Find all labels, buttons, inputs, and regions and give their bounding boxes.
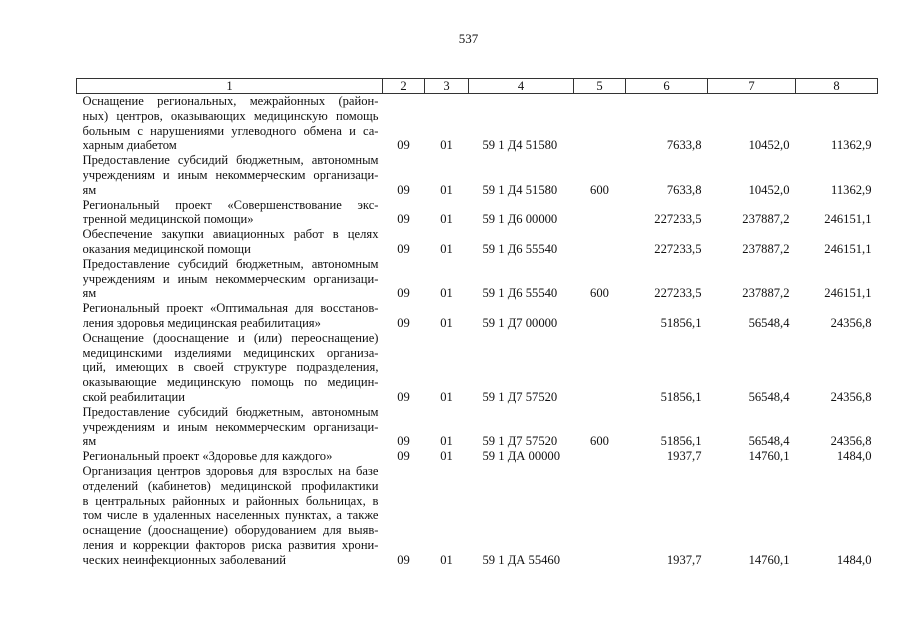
subsection-code: 01 [440, 449, 453, 464]
description-line: в центральных районных и районных больницах, в [82, 493, 379, 508]
header-col-3: 3 [425, 79, 469, 94]
section-code: 09 [397, 449, 410, 464]
header-col-6: 6 [626, 79, 708, 94]
expense-type-code [574, 227, 626, 257]
description-line: ям [82, 182, 97, 197]
amount-col-7: 56548,4 [748, 434, 790, 449]
subsection-code: 01 [440, 389, 453, 404]
amount-col-7: 237887,2 [742, 286, 790, 301]
expense-type-code [574, 94, 626, 154]
header-col-8: 8 [796, 79, 878, 94]
target-item-code: 59 1 ДА 00000 [482, 449, 561, 464]
amount-col-6: 51856,1 [660, 315, 702, 330]
budget-table [76, 78, 878, 568]
description-line: Региональный проект «Совершенствование экс- [82, 197, 379, 212]
amount-col-6: 7633,8 [666, 182, 702, 197]
amount-col-7: 237887,2 [742, 241, 790, 256]
subsection-code: 01 [440, 315, 453, 330]
amount-col-7: 14760,1 [748, 552, 790, 567]
row-description [77, 227, 383, 257]
target-item-code: 59 1 Д6 55540 [482, 286, 558, 301]
table-body [77, 94, 878, 568]
target-item-code: 59 1 ДА 55460 [482, 552, 561, 567]
column-number-header [77, 79, 878, 94]
amount-col-8: 1484,0 [836, 552, 872, 567]
subsection-code: 01 [440, 434, 453, 449]
description-line: Предоставление субсидий бюджетным, автономным [82, 256, 379, 271]
target-item-code: 59 1 Д6 00000 [482, 212, 558, 227]
amount-col-8: 1484,0 [836, 449, 872, 464]
expense-type-code: 600 [590, 434, 609, 449]
description-line: Предоставление субсидий бюджетным, автономным [82, 404, 379, 419]
description-line: ям [82, 434, 97, 449]
subsection-code: 01 [440, 241, 453, 256]
description-line: ных) центров, оказывающих медицинскую помощь [82, 108, 379, 123]
subsection-code: 01 [440, 286, 453, 301]
target-item-code: 59 1 Д7 00000 [482, 315, 558, 330]
row-description [77, 94, 383, 154]
description-line: Предоставление субсидий бюджетным, автономным [82, 153, 379, 168]
amount-col-7: 56548,4 [748, 315, 790, 330]
description-line: оказания медицинской помощи [82, 241, 251, 256]
header-col-2: 2 [383, 79, 425, 94]
description-line: больным с нарушениями углеводного обмена и са- [82, 123, 379, 138]
table-row [77, 198, 878, 228]
section-code: 09 [397, 241, 410, 256]
section-code: 09 [397, 138, 410, 153]
amount-col-8: 24356,8 [830, 434, 872, 449]
amount-col-7: 56548,4 [748, 389, 790, 404]
section-code: 09 [397, 315, 410, 330]
row-description [77, 257, 383, 301]
subsection-code: 01 [440, 552, 453, 567]
description-line: учреждениям и иным некоммерческим организаци- [82, 271, 379, 286]
description-line: учреждениям и иным некоммерческим организаци- [82, 419, 379, 434]
description-line: тренной медицинской помощи» [82, 212, 254, 227]
description-line: том числе в удаленных населенных пунктах, а также [82, 508, 379, 523]
amount-col-8: 24356,8 [830, 389, 872, 404]
amount-col-8: 246151,1 [824, 212, 872, 227]
description-line: ления и коррекции факторов риска развития хрони- [82, 537, 379, 552]
row-description [77, 301, 383, 331]
amount-col-6: 227233,5 [654, 212, 702, 227]
description-line: учреждениям и иным некоммерческим организаци- [82, 167, 379, 182]
amount-col-8: 246151,1 [824, 241, 872, 256]
header-col-7: 7 [708, 79, 796, 94]
table-row [77, 227, 878, 257]
description-line: ций, имеющих в своей структуре подразделения, [82, 360, 379, 375]
row-description [77, 153, 383, 197]
amount-col-6: 1937,7 [666, 449, 702, 464]
description-line: Организация центров здоровья для взрослых на базе [82, 463, 379, 478]
description-line: ления здоровья медицинская реабилитация» [82, 315, 321, 330]
amount-col-8: 24356,8 [830, 315, 872, 330]
description-line: Оснащение региональных, межрайонных (район- [82, 94, 379, 108]
description-line: отделений (кабинетов) медицинской профилактики [82, 478, 379, 493]
amount-col-6: 51856,1 [660, 389, 702, 404]
table-row [77, 464, 878, 568]
row-description [77, 331, 383, 405]
expense-type-code [574, 331, 626, 405]
description-line: харным диабетом [82, 138, 177, 153]
expense-type-code [574, 301, 626, 331]
header-col-1: 1 [77, 79, 383, 94]
expense-type-code [574, 464, 626, 568]
amount-col-7: 10452,0 [748, 182, 790, 197]
section-code: 09 [397, 389, 410, 404]
target-item-code: 59 1 Д4 51580 [482, 138, 558, 153]
description-line: Региональный проект «Оптимальная для восстанов- [82, 301, 379, 316]
description-line: Обеспечение закупки авиационных работ в целях [82, 227, 379, 242]
expense-type-code [574, 449, 626, 464]
row-description [77, 405, 383, 449]
description-line: ческих неинфекционных заболеваний [82, 552, 287, 567]
target-item-code: 59 1 Д7 57520 [482, 389, 558, 404]
description-line: оснащение (дооснащение) оборудованием для выяв- [82, 523, 379, 538]
row-description [77, 449, 383, 464]
section-code: 09 [397, 182, 410, 197]
table-row [77, 153, 878, 197]
amount-col-6: 227233,5 [654, 286, 702, 301]
row-description [77, 198, 383, 228]
section-code: 09 [397, 434, 410, 449]
amount-col-6: 7633,8 [666, 138, 702, 153]
target-item-code: 59 1 Д7 57520 [482, 434, 558, 449]
section-code: 09 [397, 212, 410, 227]
row-description [77, 464, 383, 568]
amount-col-8: 246151,1 [824, 286, 872, 301]
table-row [77, 94, 878, 154]
table-row [77, 331, 878, 405]
section-code: 09 [397, 286, 410, 301]
description-line: Оснащение (дооснащение и (или) переоснащение) [82, 330, 379, 345]
section-code: 09 [397, 552, 410, 567]
header-col-4: 4 [469, 79, 574, 94]
table-row [77, 449, 878, 464]
description-line: Региональный проект «Здоровье для каждого» [82, 449, 333, 464]
table-row [77, 301, 878, 331]
subsection-code: 01 [440, 212, 453, 227]
amount-col-6: 227233,5 [654, 241, 702, 256]
expense-type-code: 600 [590, 286, 609, 301]
amount-col-7: 10452,0 [748, 138, 790, 153]
table-row [77, 405, 878, 449]
amount-col-6: 51856,1 [660, 434, 702, 449]
description-line: медицинскими изделиями медицинских организа- [82, 345, 379, 360]
expense-type-code [574, 198, 626, 228]
expense-type-code: 600 [590, 182, 609, 197]
page-number: 537 [458, 31, 479, 46]
subsection-code: 01 [440, 182, 453, 197]
target-item-code: 59 1 Д4 51580 [482, 182, 558, 197]
amount-col-8: 11362,9 [831, 182, 872, 197]
table-row [77, 257, 878, 301]
target-item-code: 59 1 Д6 55540 [482, 241, 558, 256]
header-col-5: 5 [574, 79, 626, 94]
amount-col-8: 11362,9 [831, 138, 872, 153]
description-line: ской реабилитации [82, 389, 186, 404]
amount-col-7: 237887,2 [742, 212, 790, 227]
description-line: оказывающие медицинскую помощь по медицин- [82, 375, 379, 390]
amount-col-7: 14760,1 [748, 449, 790, 464]
subsection-code: 01 [440, 138, 453, 153]
amount-col-6: 1937,7 [666, 552, 702, 567]
description-line: ям [82, 286, 97, 301]
